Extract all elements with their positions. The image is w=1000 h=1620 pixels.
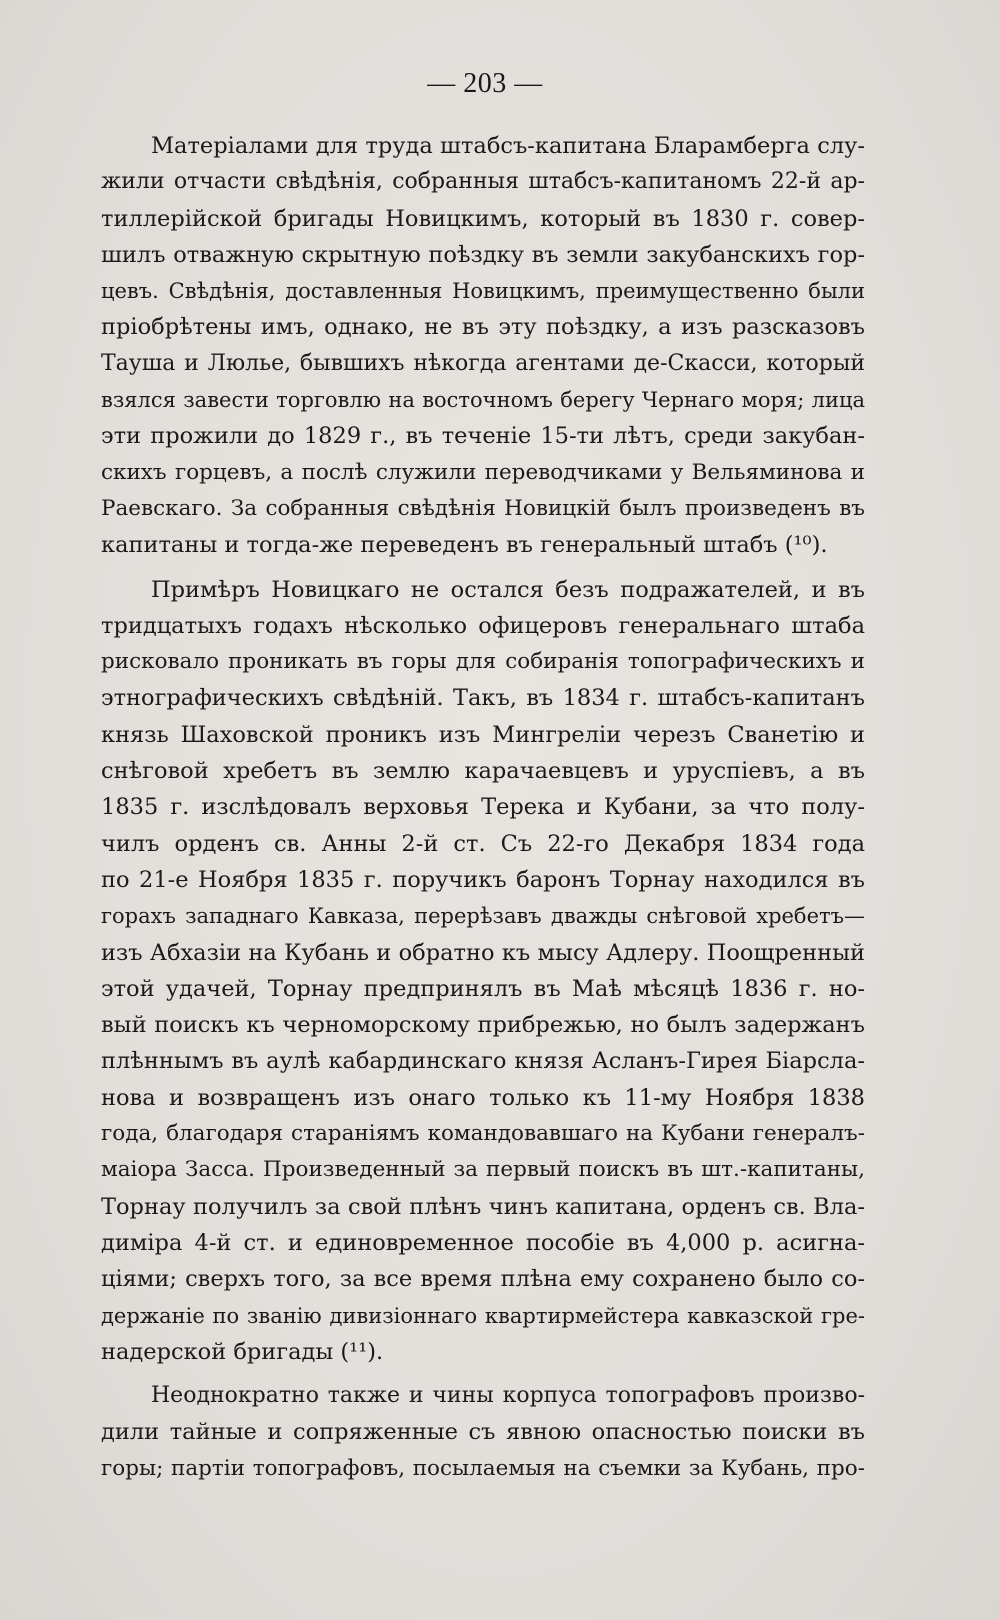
body-text <box>101 128 865 1487</box>
text-line: Раевскаго. За собранныя свѣдѣнія Новицкій былъ произведенъ въ <box>101 495 865 521</box>
text-line: снѣговой хребетъ въ землю карачаевцевъ и уруспіевъ, а въ <box>101 758 865 785</box>
text-line: года, благодаря стараніямъ командовавшаго на Кубани генералъ- <box>101 1121 865 1147</box>
text-line: тридцатыхъ годахъ нѣсколько офицеровъ генеральнаго штаба <box>101 612 865 639</box>
text-line: диміра 4-й ст. и единовременное пособіе въ 4,000 р. асигна- <box>101 1229 865 1256</box>
text-line: жили отчасти свѣдѣнія, собранныя штабсъ-капитаномъ 22-й ар- <box>101 169 865 195</box>
text-line: по 21-е Ноября 1835 г. поручикъ баронъ Торнау находился въ <box>101 866 865 893</box>
text-line: тиллерійской бригады Новицкимъ, который въ 1830 г. совер- <box>101 205 865 232</box>
text-line: чилъ орденъ св. Анны 2-й ст. Съ 22-го Декабря 1834 года <box>101 830 865 857</box>
text-line: этнографическихъ свѣдѣній. Такъ, въ 1834 г. штабсъ-капитанъ <box>101 685 865 712</box>
text-line: горахъ западнаго Кавказа, перерѣзавъ дважды снѣговой хребетъ— <box>101 904 865 929</box>
text-line: Неоднократно также и чины корпуса топографовъ произво- <box>151 1383 865 1409</box>
text-line: Матеріалами для труда штабсъ-капитана Бларамберга слу- <box>151 133 865 159</box>
text-line: Тауша и Люлье, бывшихъ нѣкогда агентами де-Скасси, который <box>101 350 865 376</box>
paragraph <box>101 1378 865 1487</box>
text-line: пріобрѣтены имъ, однако, не въ эту поѣздку, а изъ разсказовъ <box>101 314 865 341</box>
text-line: дили тайные и сопряженные съ явною опасностью поиски въ <box>101 1419 865 1446</box>
text-line: изъ Абхазіи на Кубань и обратно къ мысу Адлеру. Поощренный <box>101 939 865 966</box>
text-line: князь Шаховской проникъ изъ Мингреліи черезъ Сванетію и <box>101 721 865 748</box>
text-line: плѣннымъ въ аулѣ кабардинскаго князя Асланъ-Гирея Біарсла- <box>101 1048 865 1075</box>
text-line: Торнау получилъ за свой плѣнъ чинъ капитана, орденъ св. Вла- <box>101 1193 865 1220</box>
text-line: взялся завести торговлю на восточномъ берегу Чернаго моря; лица <box>101 388 865 413</box>
text-line: цевъ. Свѣдѣнія, доставленныя Новицкимъ, преимущественно были <box>101 279 865 304</box>
text-line: ціями; сверхъ того, за все время плѣна ему сохранено было со- <box>101 1266 865 1293</box>
text-line: горы; партіи топографовъ, посылаемыя на съемки за Кубань, про- <box>101 1455 865 1481</box>
text-line: нова и возвращенъ изъ онаго только къ 11-му Ноября 1838 <box>101 1084 865 1111</box>
page-number: — 203 — <box>427 68 543 99</box>
paragraph <box>101 128 865 564</box>
text-line: эти прожили до 1829 г., въ теченіе 15-ти лѣтъ, среди закубан- <box>101 423 865 450</box>
text-line: держаніе по званію дивизіоннаго квартирмейстера кавказской гре- <box>101 1303 865 1328</box>
text-line: 1835 г. изслѣдовалъ верховья Терека и Кубани, за что полу- <box>101 794 865 821</box>
text-line: Примѣръ Новицкаго не остался безъ подражателей, и въ <box>151 576 865 603</box>
paragraph <box>101 572 865 1371</box>
text-line: шилъ отважную скрытную поѣздку въ земли закубанскихъ гор- <box>101 241 865 268</box>
text-line: маіора Засса. Произведенный за первый поискъ въ шт.-капитаны, <box>101 1157 865 1183</box>
text-line: скихъ горцевъ, а послѣ служили переводчиками у Вельяминова и <box>101 459 865 485</box>
text-line: надерской бригады (¹¹). <box>101 1338 384 1365</box>
paragraph-gap <box>101 1370 865 1378</box>
text-line: рисковало проникать въ горы для собиранія топографическихъ и <box>101 649 865 675</box>
text-line: вый поискъ къ черноморскому прибрежью, но былъ задержанъ <box>101 1012 865 1039</box>
text-line: капитаны и тогда-же переведенъ въ генеральный штабъ (¹⁰). <box>101 532 828 559</box>
text-line: этой удачей, Торнау предпринялъ въ Маѣ мѣсяцѣ 1836 г. но- <box>101 975 865 1002</box>
paragraph-gap <box>101 564 865 572</box>
